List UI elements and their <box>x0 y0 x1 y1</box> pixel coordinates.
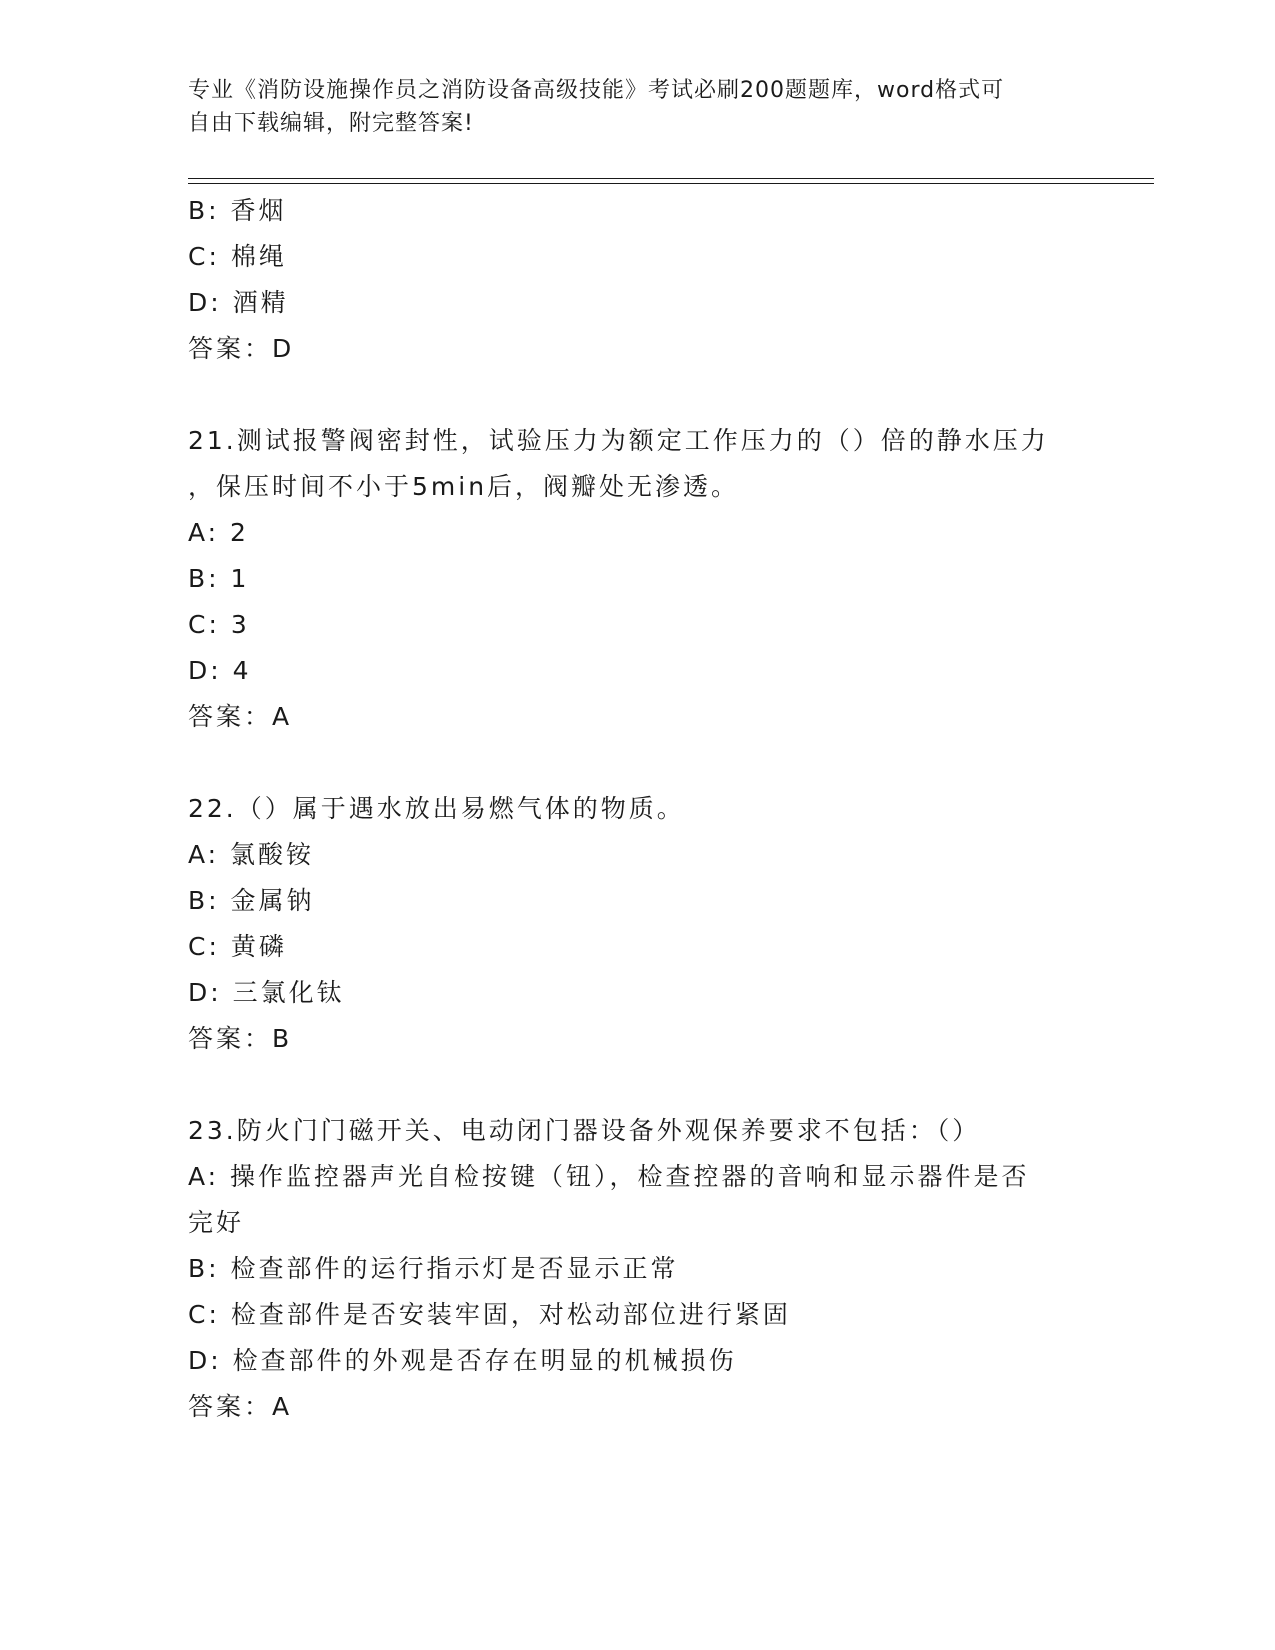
header-rule-bottom <box>188 183 1154 184</box>
question-text: ，保压时间不小于5min后，阀瓣处无渗透。 <box>188 472 740 501</box>
question-content <box>188 188 1088 1430</box>
option-d: D: 检查部件的外观是否存在明显的机械损伤 <box>188 1346 737 1375</box>
question-text: 23.防火门门磁开关、电动闭门器设备外观保养要求不包括：（） <box>188 1116 981 1145</box>
header-rule-top <box>188 178 1154 179</box>
option-c: C: 黄磷 <box>188 932 287 961</box>
answer: 答案：A <box>188 1392 293 1421</box>
prev-question-block <box>188 188 1088 372</box>
question-22 <box>188 786 1088 1062</box>
option-b: B: 香烟 <box>188 196 287 225</box>
option-a: A: 2 <box>188 518 249 547</box>
question-21 <box>188 418 1088 740</box>
answer: 答案：D <box>188 334 295 363</box>
option-a: A: 氯酸铵 <box>188 840 315 869</box>
answer: 答案：A <box>188 702 293 731</box>
option-c: C: 3 <box>188 610 250 639</box>
option-b: B: 1 <box>188 564 250 593</box>
answer: 答案：B <box>188 1024 293 1053</box>
option-a-continued: 完好 <box>188 1208 245 1237</box>
question-text: 22.（）属于遇水放出易燃气体的物质。 <box>188 794 685 823</box>
option-d: D: 4 <box>188 656 252 685</box>
question-23 <box>188 1108 1088 1430</box>
option-c: C: 检查部件是否安装牢固，对松动部位进行紧固 <box>188 1300 791 1329</box>
option-d: D: 酒精 <box>188 288 289 317</box>
header-line-2: 自由下载编辑，附完整答案! <box>188 111 474 136</box>
option-b: B: 检查部件的运行指示灯是否显示正常 <box>188 1254 679 1283</box>
question-text: 21.测试报警阀密封性，试验压力为额定工作压力的（）倍的静水压力 <box>188 426 1049 455</box>
option-b: B: 金属钠 <box>188 886 315 915</box>
option-a: A: 操作监控器声光自检按键（钮），检查控器的音响和显示器件是否 <box>188 1162 1030 1191</box>
document-header <box>188 74 1088 140</box>
option-c: C: 棉绳 <box>188 242 287 271</box>
header-line-1: 专业《消防设施操作员之消防设备高级技能》考试必刷200题题库，word格式可 <box>188 78 1005 103</box>
option-d: D: 三氯化钛 <box>188 978 345 1007</box>
